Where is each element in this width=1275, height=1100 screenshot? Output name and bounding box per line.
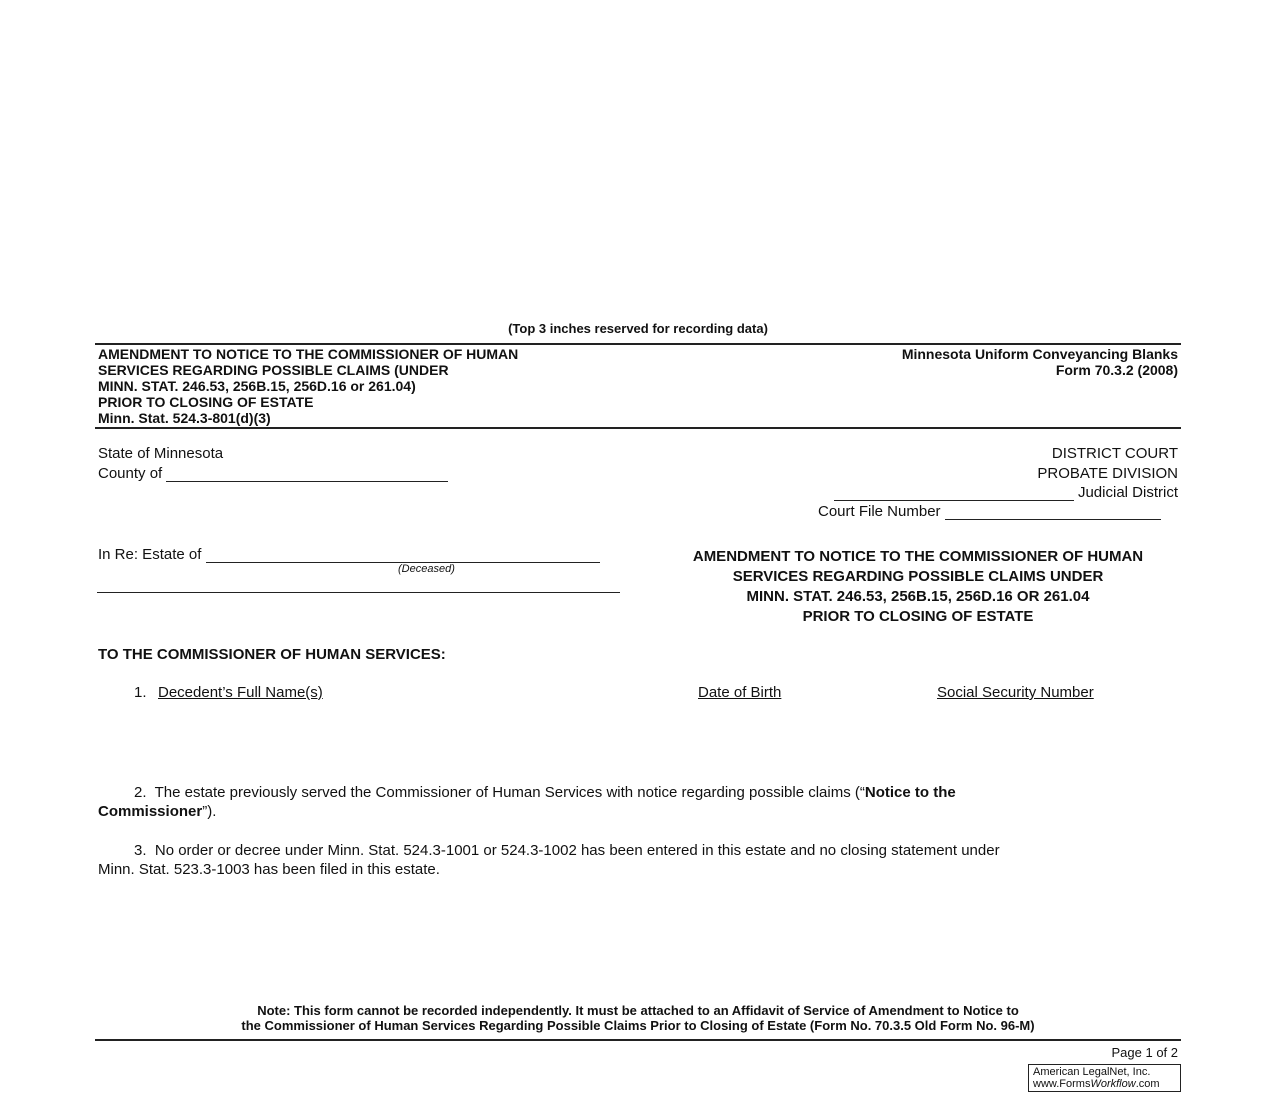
footer-note-line: the Commissioner of Human Services Regarding Possible Claims Prior to Closing of Estate (Form No. 70.3.5 Old Form No. 96-M) [241, 1018, 1035, 1033]
estate-second-line-field[interactable] [97, 592, 620, 593]
column-header-ssn: Social Security Number [937, 684, 1094, 701]
judicial-district-row [760, 485, 1178, 501]
file-number-row [818, 504, 1161, 520]
document-title-line: SERVICES REGARDING POSSIBLE CLAIMS UNDER [732, 568, 1104, 585]
header-bottom-rule [95, 427, 1181, 429]
footer-rule [95, 1039, 1181, 1041]
court-division: PROBATE DIVISION [1037, 465, 1178, 482]
item-1-number: 1. [134, 684, 147, 701]
page-number: Page 1 of 2 [1111, 1045, 1178, 1060]
county-field[interactable] [166, 467, 448, 482]
deceased-caption: (Deceased) [398, 563, 455, 575]
header-title-line: Minn. Stat. 524.3-801(d)(3) [98, 410, 271, 426]
header-title-line: SERVICES REGARDING POSSIBLE CLAIMS (UNDER [98, 362, 449, 378]
american-legalnet-logo [1028, 1064, 1181, 1092]
item-2-number: 2. [134, 784, 147, 801]
column-header-full-name: Decedent’s Full Name(s) [158, 684, 323, 701]
estate-name-field[interactable] [206, 548, 600, 563]
estate-of-row [98, 547, 600, 563]
judicial-district-label: Judicial District [1077, 484, 1178, 501]
header-top-rule [95, 343, 1181, 345]
estate-of-label: In Re: Estate of [98, 546, 202, 563]
item-2-bold-term-end: Commissioner [98, 803, 203, 820]
item-3-text-line1: No order or decree under Minn. Stat. 524.3-1001 or 524.3-1002 has been entered in this estate and no closing statement under [154, 842, 1000, 859]
item-2-text: The estate previously served the Commissioner of Human Services with notice regarding possible claims (“ [154, 784, 865, 801]
header-title-line: AMENDMENT TO NOTICE TO THE COMMISSIONER OF HUMAN [98, 346, 519, 362]
county-row [98, 466, 448, 482]
document-title-line: PRIOR TO CLOSING OF ESTATE [802, 608, 1034, 625]
addressee-heading: TO THE COMMISSIONER OF HUMAN SERVICES: [98, 646, 446, 663]
header-title-line: MINN. STAT. 246.53, 256B.15, 256D.16 or 261.04) [98, 378, 416, 394]
county-label: County of [98, 465, 163, 482]
item-3-paragraph [98, 841, 1158, 879]
publisher-name: Minnesota Uniform Conveyancing Blanks [901, 346, 1178, 362]
form-header-title [98, 346, 658, 426]
document-title-line: AMENDMENT TO NOTICE TO THE COMMISSIONER OF HUMAN [692, 548, 1144, 565]
logo-line-2-suffix: .com [1135, 1078, 1160, 1090]
item-2-paragraph [98, 783, 1138, 821]
item-3-number: 3. [134, 842, 147, 859]
logo-line-2-prefix: www.Forms [1033, 1078, 1091, 1090]
footer-note-line: Note: This form cannot be recorded independently. It must be attached to an Affidavit of Service of Amendment to Notice to [257, 1003, 1019, 1018]
document-title [656, 547, 1180, 627]
item-3-text-line2: Minn. Stat. 523.3-1003 has been filed in this estate. [98, 861, 440, 878]
court-name: DISTRICT COURT [1051, 445, 1178, 462]
logo-line-2-italic: Workflow [1090, 1078, 1136, 1090]
logo-line-2 [1033, 1078, 1176, 1090]
item-2-bold-term: Notice to the [864, 784, 956, 801]
document-title-line: MINN. STAT. 246.53, 256B.15, 256D.16 OR 261.04 [746, 588, 1090, 605]
file-number-field[interactable] [945, 505, 1161, 520]
state-label: State of Minnesota [98, 445, 224, 462]
form-number: Form 70.3.2 (2008) [1055, 362, 1178, 378]
header-title-line: PRIOR TO CLOSING OF ESTATE [98, 394, 314, 410]
logo-line-1: American LegalNet, Inc. [1033, 1066, 1151, 1078]
footer-note [95, 1003, 1181, 1033]
column-header-date-of-birth: Date of Birth [698, 684, 782, 701]
judicial-district-field[interactable] [834, 486, 1074, 501]
item-2-text-end: ”). [202, 803, 217, 820]
recording-data-note: (Top 3 inches reserved for recording data) [508, 321, 768, 336]
file-number-label: Court File Number [818, 503, 941, 520]
form-publisher-block [780, 346, 1178, 378]
